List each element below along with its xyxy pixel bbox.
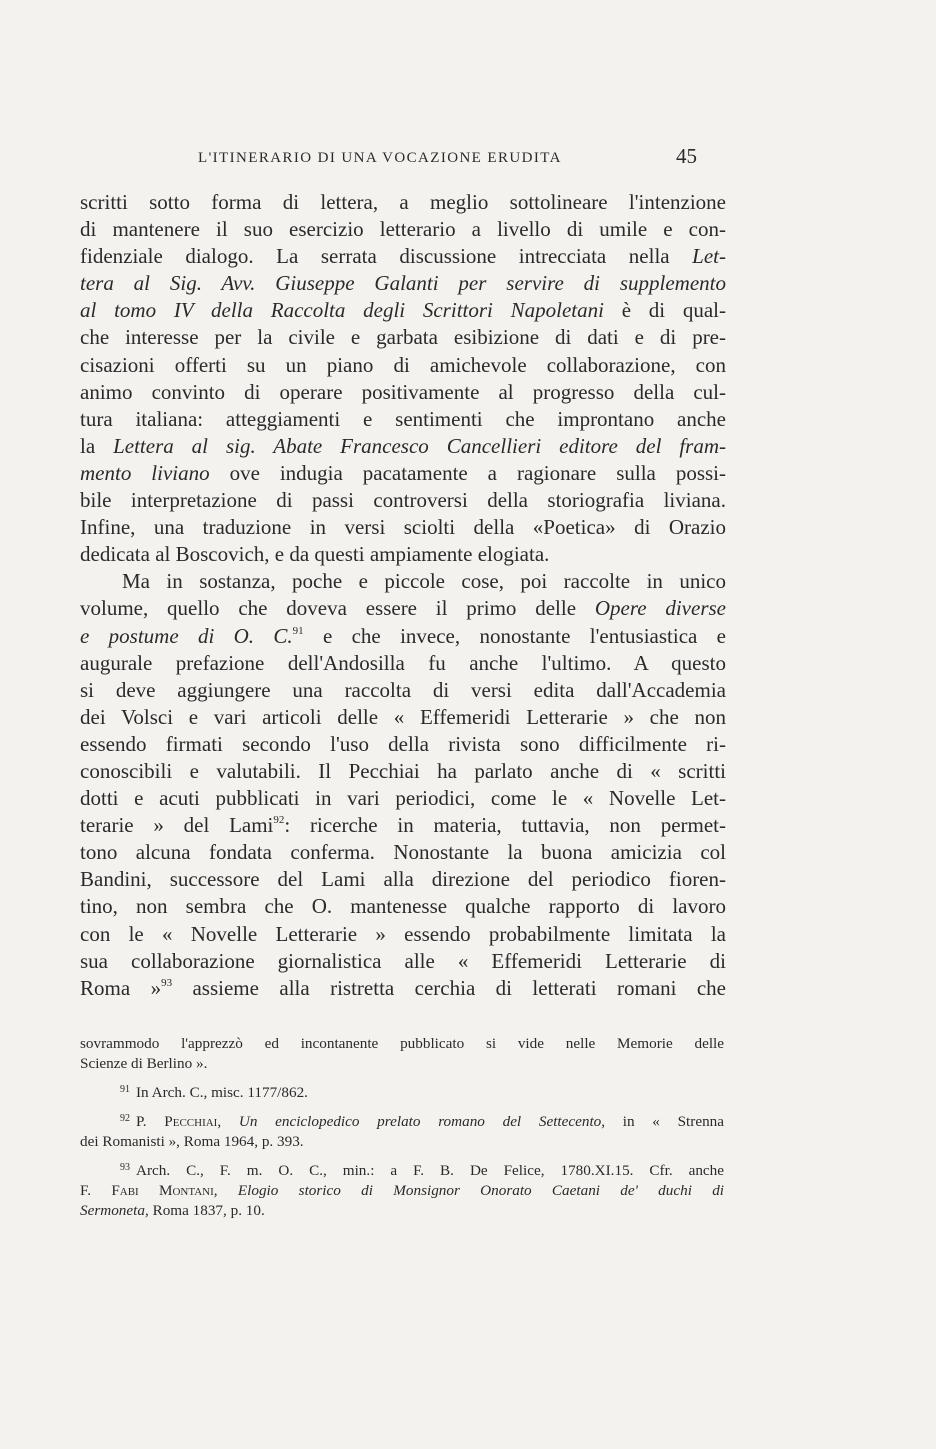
- text-line: animo convinto di operare positivamente al progresso della cul-: [80, 379, 726, 404]
- text-line: che interesse per la civile e garbata esibizione di dati e di pre-: [80, 325, 726, 350]
- text-line: tino, non sembra che O. mantenesse qualche rapporto di lavoro: [80, 894, 726, 919]
- text-line: cisazioni offerti su un piano di amichevole collaborazione, con: [80, 352, 726, 377]
- footnote-ref: 91: [292, 624, 304, 637]
- text-line: tera al Sig. Avv. Giuseppe Galanti per servire di supplemento: [80, 271, 726, 296]
- text-line: dedicata al Boscovich, e da questi ampiamente elogiata.: [80, 542, 550, 567]
- text-line: la Lettera al sig. Abate Francesco Cancellieri editore del fram-: [80, 433, 727, 458]
- text-line: dotti e acuti pubblicati in vari periodici, come le « Novelle Let-: [80, 786, 726, 811]
- text-line: mento liviano ove indugia pacatamente a ragionare sulla possi-: [80, 460, 726, 485]
- text-line: con le « Novelle Letterarie » essendo probabilmente limitata la: [80, 921, 726, 946]
- text-line: Roma »$^{93}$ assieme alla ristretta cerchia di letterati romani che: [80, 975, 726, 1000]
- text-line: essendo firmati secondo l'uso della rivista sono difficilmente ri-: [80, 731, 726, 756]
- footnote-continuation: sovrammodo l'apprezzò ed incontanente pubblicato si vide nelle Memorie delle: [80, 1035, 724, 1052]
- text-line: bile interpretazione di passi controversi della storiografia liviana.: [80, 488, 726, 513]
- footnotes: [80, 1034, 724, 1221]
- text-line: si deve aggiungere una raccolta di versi edita dall'Accademia: [80, 677, 726, 702]
- text-line: dei Volsci e vari articoli delle « Effemeridi Letterarie » che non: [80, 704, 726, 729]
- footnote-continuation: Scienze di Berlino ».: [80, 1055, 208, 1072]
- text-line: e postume di O. C.$^{91}$ e che invece, nonostante l'entusiastica e: [80, 623, 726, 648]
- text-line: volume, quello che doveva essere il primo delle Opere diverse: [80, 596, 726, 621]
- text-line: tura italiana: atteggiamenti e sentimenti che improntano anche: [80, 406, 726, 431]
- text-line: al tomo IV della Raccolta degli Scrittori Napoletani è di qual-: [80, 298, 726, 323]
- text-line: fidenziale dialogo. La serrata discussione intrecciata nella Let-: [80, 244, 726, 269]
- text-line: terarie » del Lami$^{92}$: ricerche in materia, tuttavia, non permet-: [80, 813, 726, 838]
- text-line: augurale prefazione dell'Andosilla fu anche l'ultimo. A questo: [80, 650, 726, 675]
- footnote-ref: 92: [273, 814, 285, 827]
- text-line: tono alcuna fondata conferma. Nonostante la buona amicizia col: [80, 840, 726, 865]
- text-line: scritti sotto forma di lettera, a meglio sottolineare l'intenzione: [80, 190, 726, 214]
- footnote-ref: 93: [161, 976, 173, 989]
- footnote-93-cont: F. Fabi Montani, Elogio storico di Monsignor Onorato Caetani de' duchi di: [80, 1182, 725, 1199]
- text-line: Ma in sostanza, poche e piccole cose, poi raccolte in unico: [122, 569, 726, 594]
- footnote-92: $^{92}$ P. Pecchiai, Un enciclopedico prelato romano del Settecento, in « Strenna: [120, 1113, 724, 1130]
- text-line: conoscibili e valutabili. Il Pecchiai ha parlato anche di « scritti: [80, 758, 726, 783]
- footnote-93-cont: Sermoneta, Roma 1837, p. 10.: [80, 1202, 265, 1219]
- running-head: [0, 146, 936, 170]
- footnote-93: $^{93}$ Arch. C., F. m. O. C., min.: a F. B. De Felice, 1780.XI.15. Cfr. anche: [120, 1162, 724, 1179]
- footnote-92-cont: dei Romanisti », Roma 1964, p. 393.: [80, 1133, 304, 1150]
- text-line: di mantenere il suo esercizio letterario a livello di umile e con-: [80, 217, 726, 242]
- text-line: sua collaborazione giornalistica alle « Effemeridi Letterarie di: [80, 948, 726, 973]
- text-line: Infine, una traduzione in versi sciolti della «Poetica» di Orazio: [80, 515, 726, 540]
- page-number: 45: [676, 144, 697, 168]
- footnote-91: $^{91}$ In Arch. C., misc. 1177/862.: [120, 1084, 308, 1101]
- body-text: [80, 189, 726, 1002]
- running-title: L'ITINERARIO DI UNA VOCAZIONE ERUDITA: [198, 150, 562, 166]
- text-line: Bandini, successore del Lami alla direzione del periodico fioren-: [80, 867, 726, 892]
